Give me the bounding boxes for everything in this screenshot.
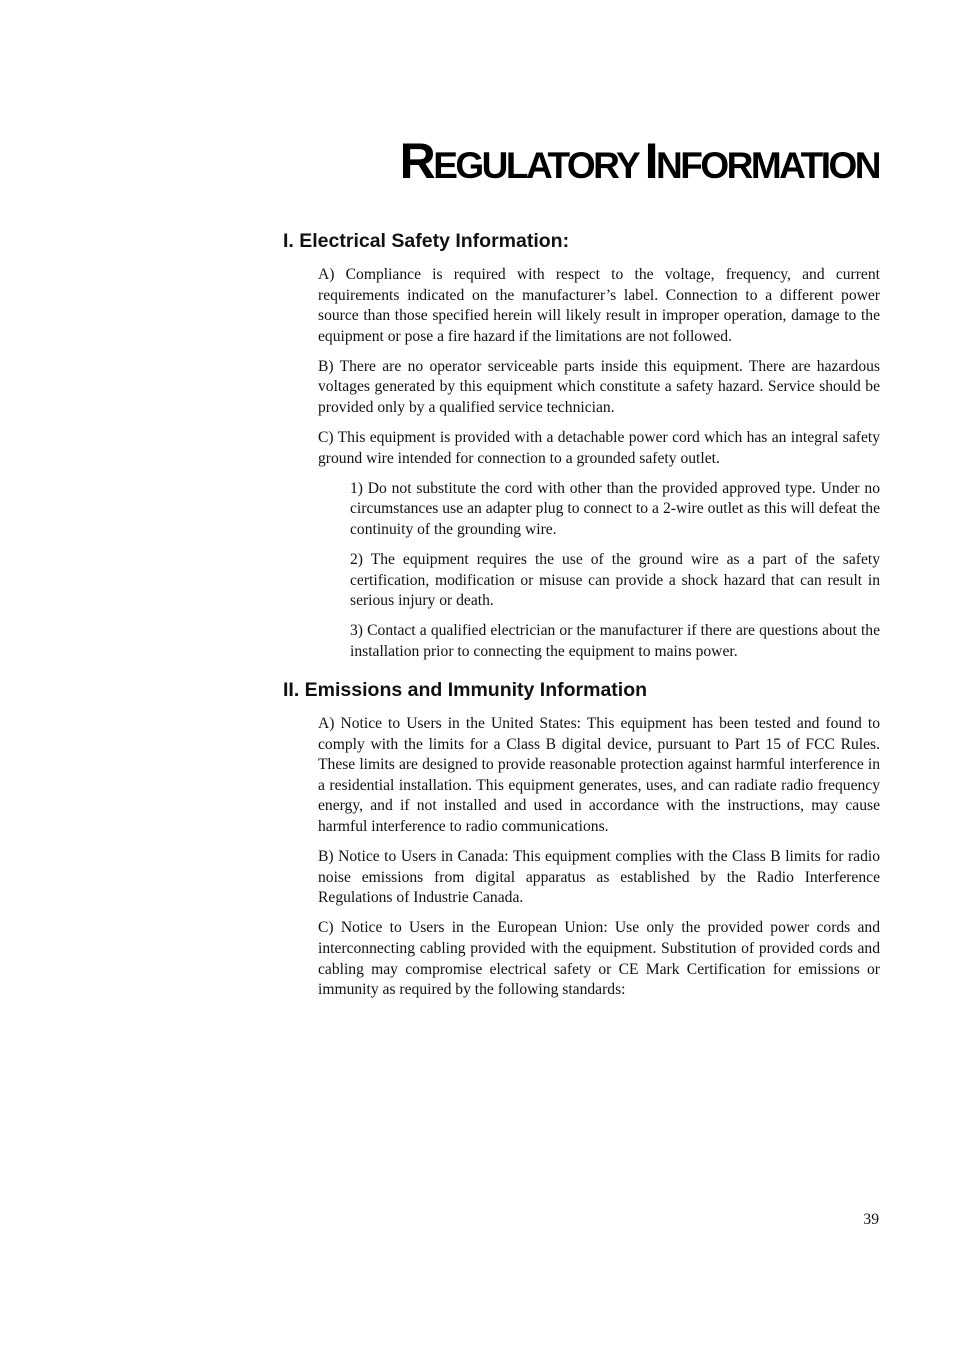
list-item-contact-electrician: 3) Contact a qualified electrician or the manufacturer if there are questions about the installation prior to connecting the equipment to mains power. xyxy=(350,622,880,660)
list-item-ground-wire: 2) The equipment requires the use of the ground wire as a part of the safety certification, modification or misuse can provide a shock hazard that can result in serious injury or death. xyxy=(350,551,880,610)
paragraph-eu-notice: C) Notice to Users in the European Union: Use only the provided power cords and interconnecting cabling provided with the equipment. Substitution of provided cords and cabling may compromise electrical safety or CE Mark Certification for emissions or immunity as required by the following standards: xyxy=(318,919,880,999)
title-rest-1: EGULATORY xyxy=(433,145,639,186)
paragraph-serviceable-parts: B) There are no operator serviceable parts inside this equipment. There are hazardous voltages generated by this equipment which constitute a safety hazard. Service should be provided only by a qualified service technician. xyxy=(318,357,880,417)
page-number: 39 xyxy=(863,1211,879,1228)
paragraph-canada-notice: B) Notice to Users in Canada: This equipment complies with the Class B limits for radio noise emissions from digital apparatus as established by the Radio Interference Regulations of Industrie Canada. xyxy=(318,848,880,907)
paragraph-compliance: A) Compliance is required with respect to the voltage, frequency, and current requirements indicated on the manufacturer’s label. Connection to a different power source than those specified herein will likely result in improper operation, damage to the equipment or pose a fire hazard if the limitations are not followed. xyxy=(318,266,880,345)
electrical-safety-section xyxy=(0,228,954,663)
emissions-immunity-section xyxy=(0,677,954,1001)
page-title xyxy=(399,133,879,189)
list-item-cord-substitution: 1) Do not substitute the cord with other than the provided approved type. Under no circumstances use an adapter plug to connect to a 2-wire outlet as this will defeat the continuity of the grounding wire. xyxy=(350,479,880,539)
paragraph-power-cord: C) This equipment is provided with a detachable power cord which has an integral safety ground wire intended for connection to a grounded safety outlet. xyxy=(318,429,880,467)
title-initial-2: I xyxy=(644,133,656,189)
paragraph-us-notice: A) Notice to Users in the United States: This equipment has been tested and found to comply with the limits for a Class B digital device, pursuant to Part 15 of FCC Rules. These limits are designed to provide reasonable protection against harmful interference in a residential installation. This equipment generates, uses, and can radiate radio frequency energy, and if not installed and used in accordance with the instructions, may cause harmful interference to radio communications. xyxy=(318,715,880,835)
section-heading: I. Electrical Safety Information: xyxy=(283,230,570,252)
section-heading: II. Emissions and Immunity Information xyxy=(283,679,648,701)
title-initial-1: R xyxy=(399,133,434,189)
title-rest-2: NFORMATION xyxy=(656,145,879,186)
